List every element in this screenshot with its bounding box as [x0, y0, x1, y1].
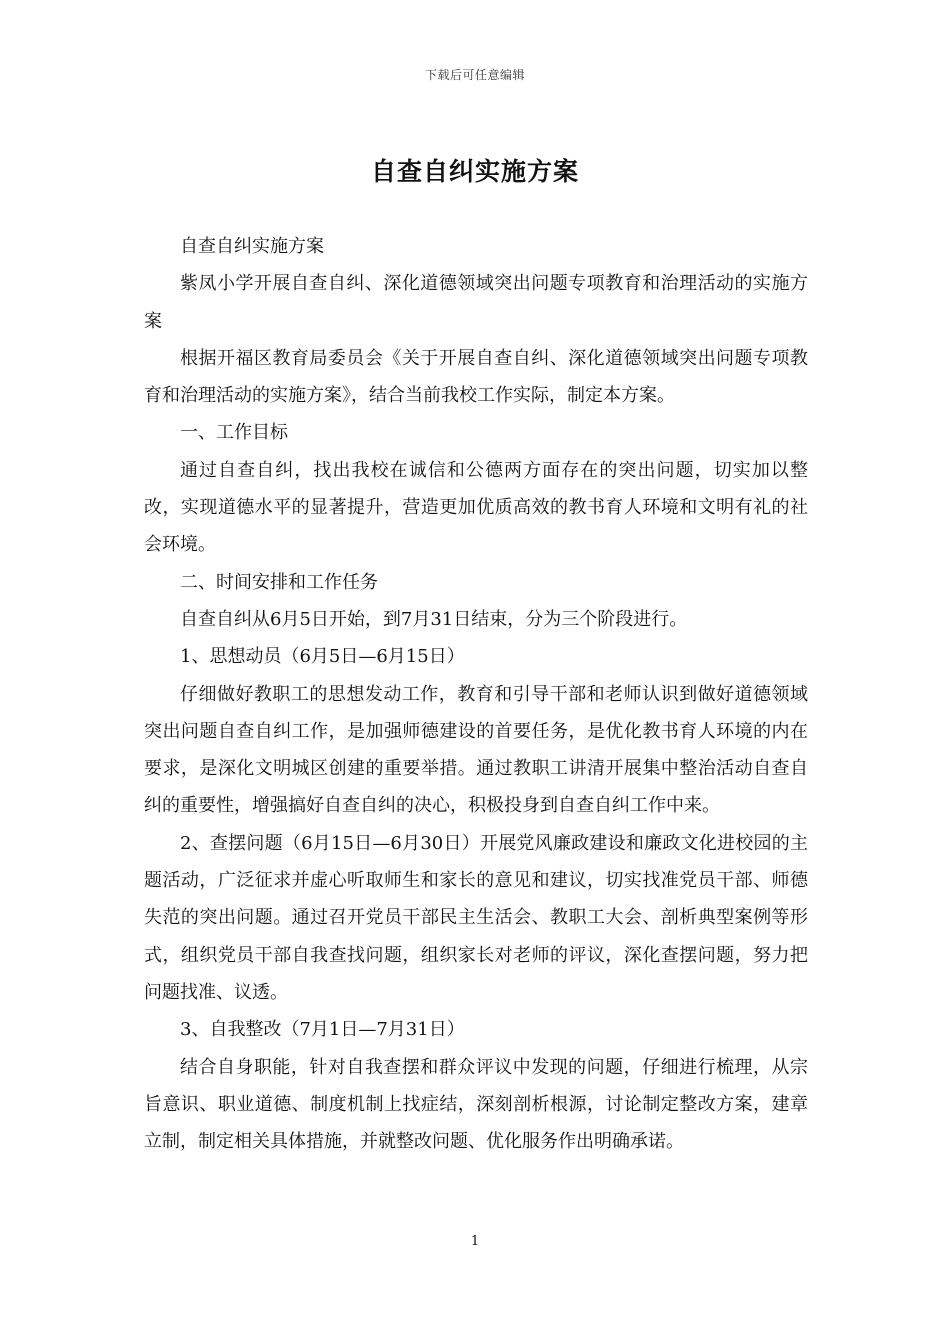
paragraph-schedule: 自查自纠从6月5日开始，到7月31日结束，分为三个阶段进行。: [180, 608, 688, 630]
section-heading-goals: 一、工作目标: [180, 422, 288, 444]
stage-heading-mobilization: 1、思想动员（6月5日—6月15日）: [180, 646, 465, 668]
paragraph-investigation: 2、查摆问题（6月15日—6月30日）开展党风廉政建设和廉政文化进校园的主题活动，广泛征求并虚心听取师生和家长的意见和建议，切实找准党员干部、师德失范的突出问题。通过召开党员干部民主生活会、教职工大会、剖析典型案例等形式，组织党员干部自我查找问题，组织家长对老师的评议，深化查摆问题，努力把问题找准、议透。: [144, 832, 808, 1003]
document-body: [144, 228, 808, 1160]
paragraph-goals: 通过自查自纠，找出我校在诚信和公德两方面存在的突出问题，切实加以整改，实现道德水平的显著提升，营造更加优质高效的教书育人环境和文明有礼的社会环境。: [144, 459, 808, 556]
paragraph-subtitle: 自查自纠实施方案: [180, 236, 324, 257]
page-number: 1: [470, 1234, 480, 1249]
document-title: 自查自纠实施方案: [370, 157, 579, 186]
stage-heading-rectification: 3、自我整改（7月1日—7月31日）: [180, 1019, 465, 1041]
paragraph-basis: 根据开福区教育局委员会《关于开展自查自纠、深化道德领域突出问题专项教育和治理活动的实施方案》，结合当前我校工作实际，制定本方案。: [144, 347, 808, 407]
paragraph-rectification: 结合自身职能，针对自我查摆和群众评议中发现的问题，仔细进行梳理，从宗旨意识、职业道德、制度机制上找症结，深刻剖析根源，讨论制定整改方案，建章立制，制定相关具体措施，并就整改问题、优化服务作出明确承诺。: [144, 1056, 808, 1153]
section-heading-schedule: 二、时间安排和工作任务: [180, 571, 378, 593]
paragraph-mobilization: 仔细做好教职工的思想发动工作，教育和引导干部和老师认识到做好道德领域突出问题自查自纠工作，是加强师德建设的首要任务，是优化教书育人环境的内在要求，是深化文明城区创建的重要举措。通过教职工讲清开展集中整治活动自查自纠的重要性，增强搞好自查自纠的决心，积极投身到自查自纠工作中来。: [144, 683, 808, 817]
header-note: 下载后可任意编辑: [424, 68, 525, 82]
paragraph-plan-name: 紫凤小学开展自查自纠、深化道德领域突出问题专项教育和治理活动的实施方案: [144, 273, 808, 332]
